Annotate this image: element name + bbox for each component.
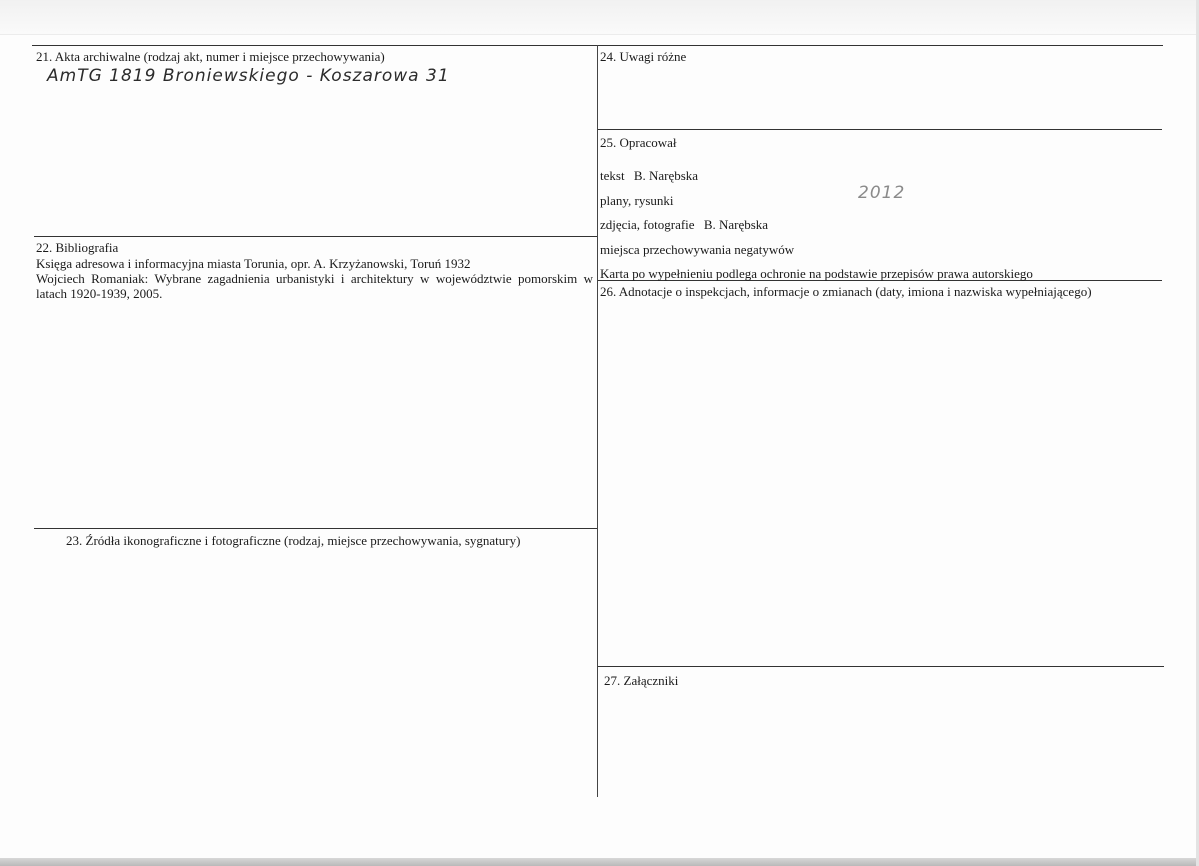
section-23-label: 23. Źródła ikonograficzne i fotograficzne (rodzaj, miejsce przechowywania, sygnatury) [66,533,521,548]
section-24-label: 24. Uwagi różne [600,49,687,64]
author-text-label: tekst [600,168,625,183]
section-22-label: 22. Bibliografia [36,240,119,255]
section-22-top-line [34,236,597,237]
section-21-label: 21. Akta archiwalne (rodzaj akt, numer i miejsce przechowywania) [36,49,385,64]
author-photos-row [600,217,768,232]
section-27-label: 27. Załączniki [604,673,679,688]
section-26-label: 26. Adnotacje o inspekcjach, informacje o zmianach (daty, imiona i nazwiska wypełniającego) [600,284,1092,299]
author-plans-label: plany, rysunki [600,193,674,208]
author-text-row [600,168,698,183]
center-divider [597,45,598,797]
author-text-value: B. Narębska [633,168,699,183]
scan-bottom-edge [0,858,1199,866]
negatives-location-label: miejsca przechowywania negatywów [600,242,795,257]
bibliography-entry-1: Księga adresowa i informacyjna miasta Torunia, opr. A. Krzyżanowski, Toruń 1932 [36,256,471,271]
scan-top-edge [0,0,1199,35]
handwritten-year: 2012 [858,183,906,203]
negatives-location-row [600,242,800,257]
section-25-label: 25. Opracował [600,135,677,150]
author-photos-label: zdjęcia, fotografie [600,217,695,232]
bibliography-entry-2: Wojciech Romaniak: Wybrane zagadnienia urbanistyki i architektury w województwie pomorskim w latach 1920-1939, 2005. [36,271,593,301]
author-photos-value: B. Narębska [703,217,769,232]
section-23-top-line [34,528,597,529]
section-27-top-line [598,666,1164,667]
section-25-top-line [598,129,1162,130]
copyright-note: Karta po wypełnieniu podlega ochronie na podstawie przepisów prawa autorskiego [600,266,1033,281]
author-plans-row [600,193,680,208]
section-21-handwritten-entry: AmTG 1819 Broniewskiego - Koszarowa 31 [47,66,450,86]
